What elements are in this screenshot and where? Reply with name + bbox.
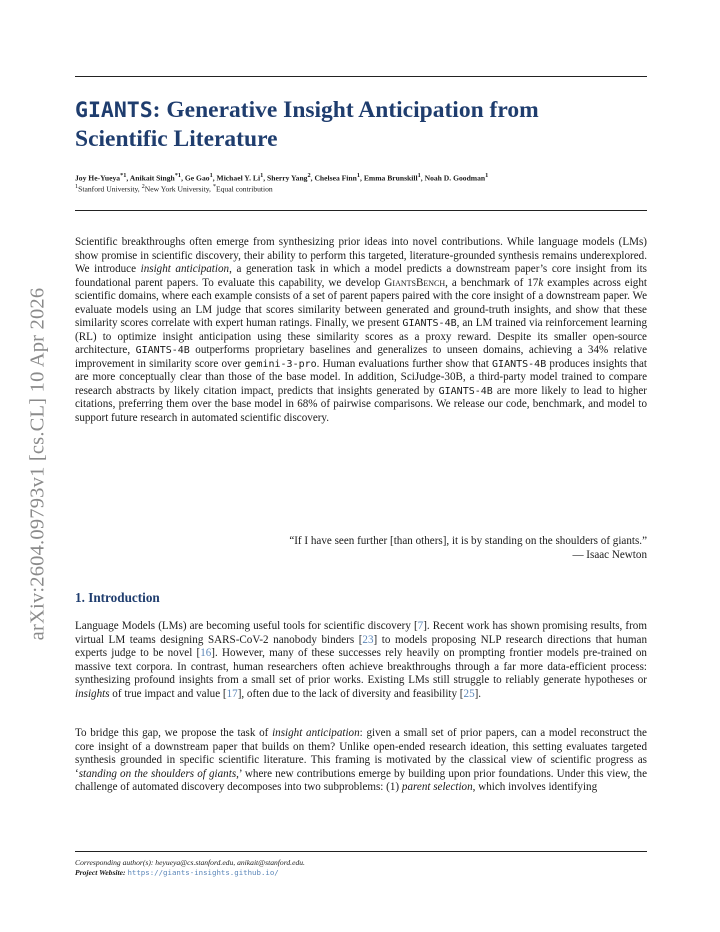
abstract-text: , a benchmark of 17 bbox=[445, 276, 539, 289]
body-text: ], often due to the lack of diversity and feasibility [ bbox=[237, 687, 464, 700]
author-sep: , bbox=[263, 173, 268, 183]
footer-rule bbox=[75, 851, 647, 852]
author-sup: 1 bbox=[356, 172, 361, 179]
affiliations bbox=[75, 182, 655, 195]
arxiv-id: arXiv:2604.09793v1 [cs.CL] 10 Apr 2026 bbox=[26, 287, 49, 641]
abstract-text: outperforms proprietary baselines and generalizes to unseen domains, achieving a 34% relative improvement in similarity score over bbox=[75, 344, 647, 370]
project-website bbox=[75, 868, 647, 878]
author-sep: , bbox=[360, 173, 364, 183]
author-name: Ge Gao bbox=[184, 173, 210, 183]
body-emphasis: insights bbox=[75, 687, 110, 700]
body-text: To bridge this gap, we propose the task of bbox=[75, 727, 273, 739]
abstract-emphasis: insight anticipation bbox=[140, 263, 230, 275]
body-text: ]. Recent work has shown promising results, from virtual LM teams designing SARS-CoV-2 nanobody binders [ bbox=[75, 620, 647, 646]
title-part2: Scientific Literature bbox=[75, 126, 278, 152]
title-part1: : Generative Insight Anticipation from bbox=[152, 97, 539, 123]
affil-sup: 2 bbox=[141, 183, 145, 190]
citation-link[interactable]: 17 bbox=[226, 687, 238, 700]
abstract-text: , an LM trained via reinforcement learning (RL) to optimize insight anticipation using these similarity scores as a proxy reward. Despite its smaller open-source architecture, bbox=[75, 317, 647, 356]
title-model-name: GIANTS bbox=[75, 98, 153, 123]
body-text: ’ where new contributions emerge by building upon prior foundations. Under this view, the challenge of automated discovery decomposes into two subproblems: (1) bbox=[75, 767, 647, 793]
author-sep: , bbox=[126, 173, 130, 183]
author-name: Emma Brunskill bbox=[363, 173, 418, 183]
baseline-name: gemini-3-pro bbox=[244, 358, 317, 370]
model-name: GIANTS-4B bbox=[402, 318, 457, 329]
body-text: : given a small set of prior papers, can a model reconstruct the core insight of a downstream paper that builds on them? Unlike open-ended research ideation, this setting evaluates targeted synthesis grounded in specific scientific literature. This framing is motivated by the classical view of scientific progress as ‘ bbox=[75, 727, 647, 780]
abstract-text: examples across eight scientific domains, where each example consists of a set of parent papers paired with the core insight of a downstream paper. We evaluate models using an LM judge that scores similarity between generated and ground-truth insights, and show that these similarity scores correlate with expert human ratings. Finally, we present bbox=[75, 276, 647, 329]
author-sup: 1 bbox=[260, 172, 264, 179]
model-name: GIANTS-4B bbox=[438, 385, 493, 397]
benchmark-name: GiantsBench bbox=[384, 276, 446, 289]
section-heading-introduction: 1. Introduction bbox=[75, 590, 160, 605]
author-name: Noah D. Goodman bbox=[424, 173, 486, 183]
body-text: , which involves identifying bbox=[472, 781, 598, 793]
affil-sup: * bbox=[212, 183, 216, 190]
affil-text: Stanford University, bbox=[78, 184, 142, 194]
footnote bbox=[75, 858, 647, 878]
author-name: Anikait Singh bbox=[129, 173, 175, 183]
paper-title bbox=[75, 96, 655, 154]
intro-paragraph-2 bbox=[75, 727, 647, 795]
author-name: Joy He-Yueya bbox=[75, 173, 121, 183]
abstract-text: Scientific breakthroughs often emerge from synthesizing prior ideas into novel contributions. While language models (LMs) show promise in scientific discovery, their ability to perform this targeted, literature-grounded synthesis remains underexplored. We introduce bbox=[75, 236, 647, 275]
body-text: of true impact and value [ bbox=[109, 687, 227, 700]
body-emphasis: standing on the shoulders of giants, bbox=[78, 767, 239, 780]
model-name: GIANTS-4B bbox=[135, 345, 190, 356]
abstract-emphasis: k bbox=[538, 276, 544, 289]
body-emphasis: parent selection bbox=[401, 781, 473, 793]
body-emphasis: insight anticipation bbox=[272, 727, 360, 739]
body-text: ]. However, many of these successes rely heavily on prompting frontier models pre-trained on massive text corpora. In contrast, human researchers often achieve breakthroughs through a far more data-efficient process: synthesizing profound insights from a small set of prior works. Existing LMs still struggle to reliably generate hypotheses or bbox=[75, 647, 647, 686]
citation-link[interactable]: 16 bbox=[200, 647, 212, 659]
affil-text: Equal contribution bbox=[216, 184, 273, 194]
author-name: Michael Y. Li bbox=[216, 173, 261, 183]
top-rule bbox=[75, 76, 647, 77]
author-name: Chelsea Finn bbox=[314, 173, 357, 183]
abstract-text: . Human evaluations further show that bbox=[316, 357, 493, 370]
citation-link[interactable]: 23 bbox=[362, 633, 374, 646]
body-text: ] to models proposing NLP research directions that human experts judge to be novel [ bbox=[75, 633, 647, 659]
affil-text: New York University, bbox=[144, 184, 213, 194]
intro-paragraph-1 bbox=[75, 620, 647, 701]
epigraph-quote: “If I have seen further [than others], it is by standing on the shoulders of giants.” bbox=[289, 535, 647, 547]
citation-link[interactable]: 25 bbox=[463, 687, 475, 700]
author-sup: 1 bbox=[485, 172, 489, 179]
author-sup: *1 bbox=[120, 172, 127, 179]
author-sep: , bbox=[310, 173, 315, 183]
abstract-text: produces insights that are more conceptually clear than those of the base model. In addition, SciJudge-30B, a third-party model trained to compare research abstracts by likely citation impact, predicts that insights generated by bbox=[75, 357, 648, 397]
author-sup: *1 bbox=[174, 172, 182, 179]
website-label: Project Website: bbox=[75, 868, 126, 877]
author-name: Sherry Yang bbox=[267, 173, 308, 183]
author-sup: 1 bbox=[209, 172, 213, 179]
author-sep: , bbox=[181, 173, 185, 183]
author-sup: 2 bbox=[307, 172, 311, 179]
abstract-text: are more likely to lead to higher citations, preferring them over the base model in 68% of pairwise comparisons. We release our code, benchmark, and model to support future research in automated scientific discovery. bbox=[75, 384, 647, 424]
citation-link[interactable]: 7 bbox=[417, 620, 424, 632]
author-sep: , bbox=[212, 173, 217, 183]
corresponding-author: Corresponding author(s): heyueya@cs.stanford.edu, anikait@stanford.edu. bbox=[75, 858, 305, 867]
abstract bbox=[75, 236, 647, 425]
affil-sup: 1 bbox=[75, 183, 79, 190]
model-name: GIANTS-4B bbox=[492, 358, 547, 370]
author-sup: 1 bbox=[417, 172, 421, 179]
author-sep: , bbox=[420, 173, 425, 183]
header-bottom-rule bbox=[75, 210, 647, 211]
body-text: Language Models (LMs) are becoming useful tools for scientific discovery [ bbox=[75, 620, 418, 632]
epigraph-attribution: — Isaac Newton bbox=[572, 549, 647, 561]
website-link[interactable]: https://giants-insights.github.io/ bbox=[127, 868, 279, 877]
abstract-text: , a generation task in which a model predicts a downstream paper’s core insight from its foundational parent papers. To evaluate this capability, we develop bbox=[75, 263, 647, 289]
body-text: ]. bbox=[474, 687, 482, 700]
